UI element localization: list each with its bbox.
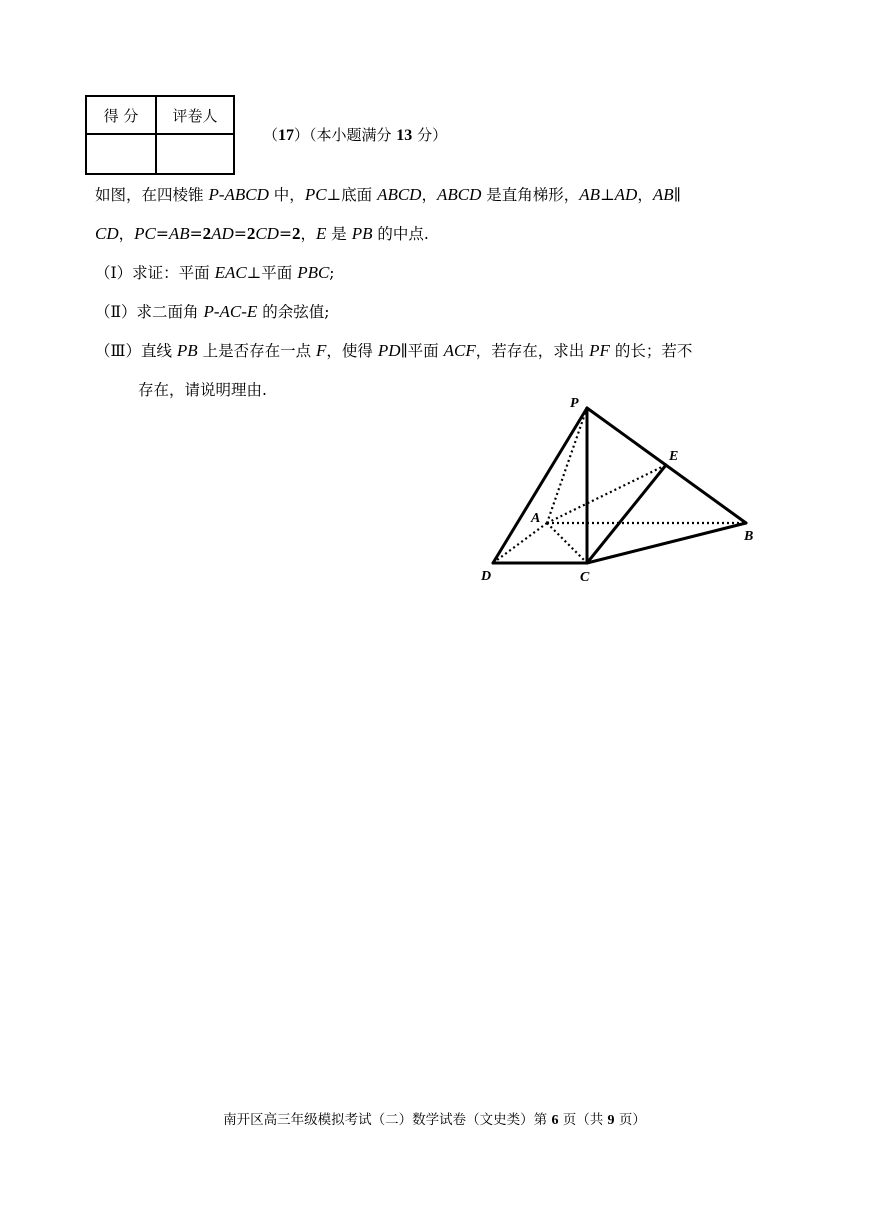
question-number: 17 (278, 127, 295, 144)
text: ∥ (673, 186, 681, 204)
math: PC (134, 224, 156, 243)
math: PC (304, 185, 327, 204)
text: ⊥平面 (246, 264, 298, 282)
footer-text: 南开区高三年级模拟考试（二）数学试卷（文史类）第 (223, 1112, 552, 1128)
text: = (233, 225, 247, 243)
math: CD (95, 224, 119, 243)
math: P-AC-E (203, 302, 258, 321)
math: F (316, 341, 327, 360)
number: 2 (246, 224, 256, 243)
edge-AD (493, 523, 547, 563)
text: ⊥ (600, 186, 615, 204)
text: 的余弦值; (257, 303, 330, 321)
score-cell (86, 134, 156, 174)
question-header (263, 124, 447, 145)
math: ACF (443, 341, 476, 360)
math: PB (176, 341, 198, 360)
text: ; (329, 264, 335, 282)
edge-PD (493, 408, 587, 563)
label-C: C (580, 570, 590, 585)
text: ⊥底面 (326, 186, 378, 204)
text: 中， (268, 186, 305, 204)
text: ， (300, 225, 316, 243)
footer-text: 页） (614, 1112, 646, 1128)
text: = (189, 225, 203, 243)
part-3-line-2: 存在，请说明理由. (138, 381, 267, 399)
edge-AC (547, 523, 587, 563)
text: （Ⅲ）直线 (95, 342, 177, 360)
math: CD (255, 224, 279, 243)
pyramid-diagram (470, 390, 770, 595)
question-open-paren: （ (263, 126, 279, 144)
part-1 (95, 262, 335, 284)
text: 的长；若不 (609, 342, 693, 360)
text: = (155, 225, 169, 243)
text: = (278, 225, 292, 243)
math: E (315, 224, 327, 243)
math: AB (579, 185, 601, 204)
question-points-prefix: ）（本小题满分 (294, 126, 397, 144)
text: （Ⅱ）求二面角 (95, 303, 204, 321)
part-2 (95, 301, 329, 323)
math: AB (652, 185, 674, 204)
text: ，使得 (326, 342, 378, 360)
edge-AE (547, 465, 666, 523)
text: 的中点. (372, 225, 429, 243)
question-points: 13 (396, 127, 413, 144)
label-A: A (531, 511, 541, 526)
score-header: 得 分 (86, 96, 156, 134)
math: PD (377, 341, 401, 360)
math: PB (351, 224, 373, 243)
math: PBC (297, 263, 330, 282)
text: ∥平面 (400, 342, 444, 360)
math: EAC (214, 263, 247, 282)
math: PF (589, 341, 610, 360)
pyramid-figure (470, 390, 770, 595)
text: ，若存在，求出 (475, 342, 590, 360)
grader-cell (156, 134, 234, 174)
part-3-line-1 (95, 340, 692, 362)
number: 2 (291, 224, 301, 243)
text: 如图，在四棱锥 (95, 186, 209, 204)
footer-text: 页（共 (558, 1112, 608, 1128)
number: 2 (202, 224, 212, 243)
score-table (85, 95, 235, 175)
grader-header: 评卷人 (156, 96, 234, 134)
page-footer (0, 1108, 869, 1129)
label-E: E (669, 449, 679, 464)
label-D: D (481, 569, 492, 584)
problem-line-2 (95, 223, 429, 245)
math: AD (211, 224, 234, 243)
label-B: B (744, 529, 754, 544)
edge-EC (587, 465, 666, 563)
problem-line-1 (95, 184, 681, 206)
text: ， (421, 186, 437, 204)
math: P-ABCD (208, 185, 269, 204)
text: ， (637, 186, 653, 204)
page-number: 6 (551, 1113, 559, 1128)
text: 是 (326, 225, 352, 243)
text: 是直角梯形， (481, 186, 580, 204)
math: AD (614, 185, 638, 204)
text: （Ⅰ）求证：平面 (95, 264, 215, 282)
question-points-suffix: 分） (412, 126, 448, 144)
text: 上是否存在一点 (197, 342, 317, 360)
math: ABCD (377, 185, 422, 204)
text: ， (118, 225, 135, 243)
total-pages: 9 (607, 1113, 615, 1128)
math: AB (168, 224, 190, 243)
label-P: P (570, 396, 579, 411)
math: ABCD (436, 185, 482, 204)
edge-CB (587, 523, 746, 563)
